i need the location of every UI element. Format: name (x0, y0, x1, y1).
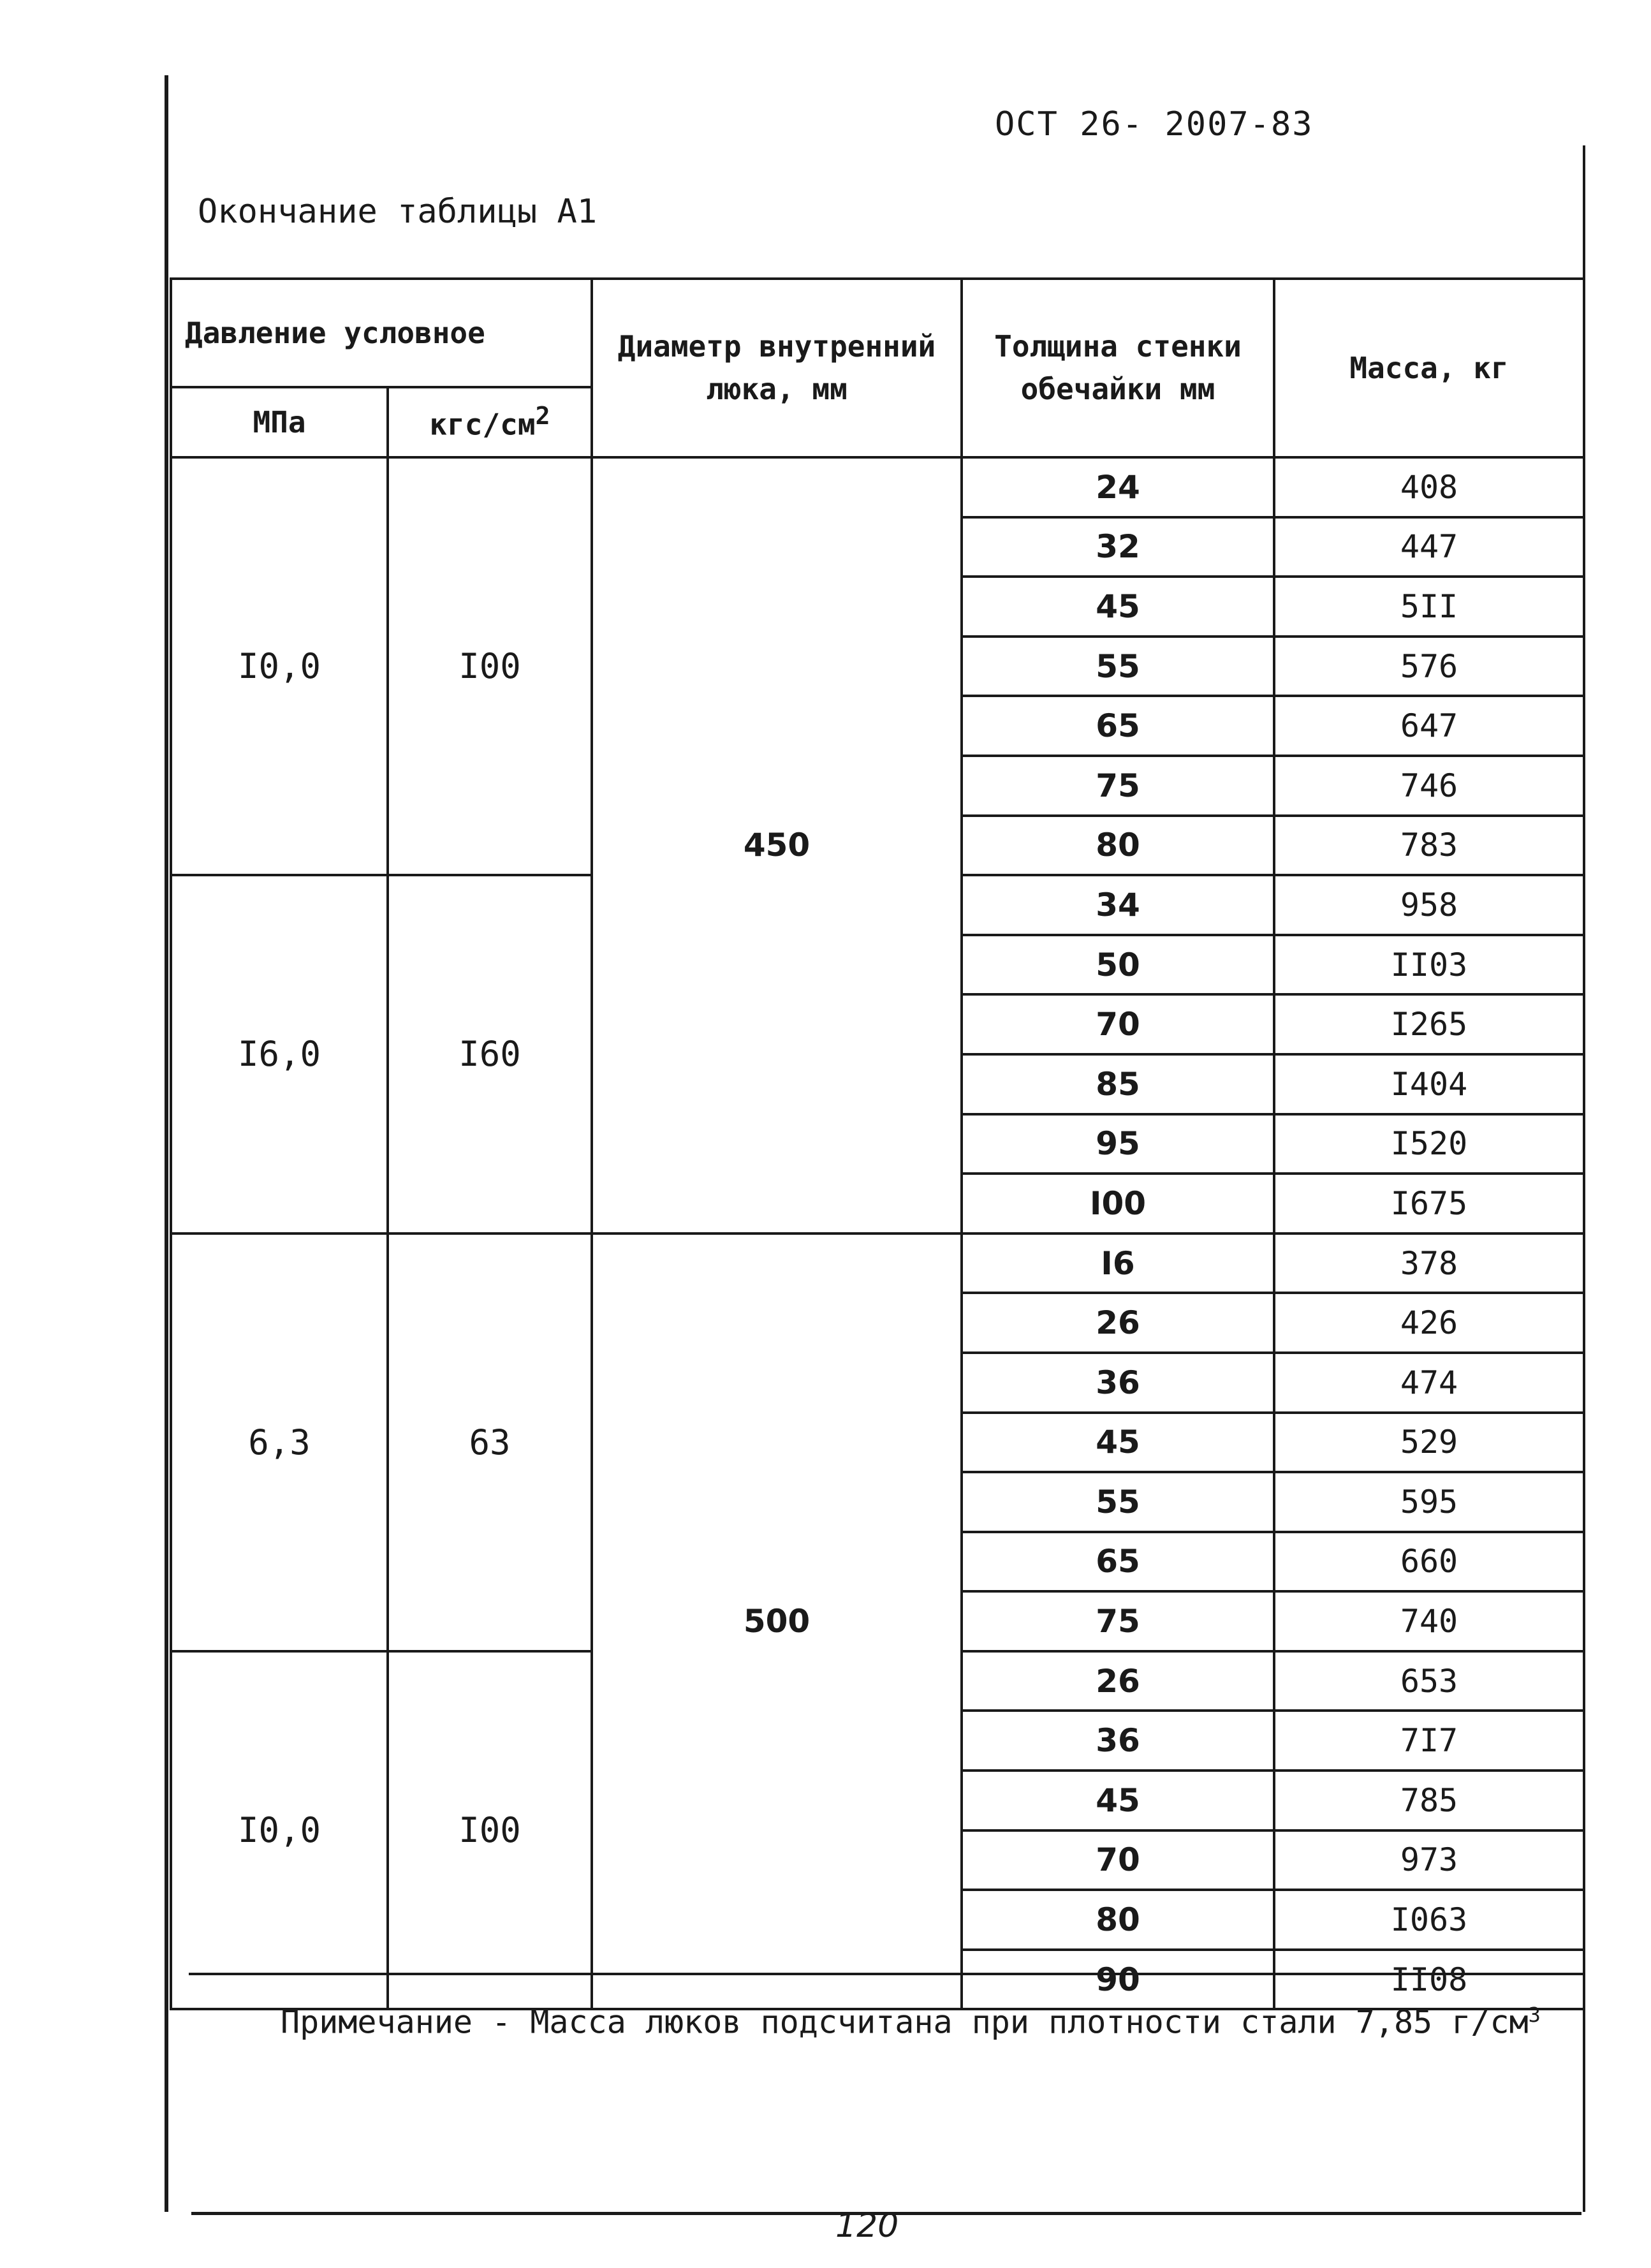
mass-cell: 746 (1274, 756, 1584, 816)
header-thickness: Толщина стенки обечайки мм (962, 279, 1274, 457)
pressure-kgf-cell: I00 (388, 1651, 592, 2010)
mass-cell: 576 (1274, 637, 1584, 696)
diameter-cell: 450 (592, 457, 962, 1233)
mass-cell: 785 (1274, 1771, 1584, 1830)
mass-cell: 595 (1274, 1472, 1584, 1532)
thickness-cell: 65 (962, 696, 1274, 756)
pressure-kgf-cell: I00 (388, 457, 592, 875)
pressure-kgf-cell: I60 (388, 875, 592, 1233)
note-text: Примечание - Масса люков подсчитана при плотности стали 7,85 г/см (281, 2003, 1529, 2041)
mass-cell: 647 (1274, 696, 1584, 756)
header-kgf-unit: кгс/см (429, 407, 536, 442)
mass-table (170, 277, 1585, 2010)
mass-cell: 5II (1274, 577, 1584, 637)
header-kgf (388, 387, 592, 457)
header-mass: Масса, кг (1274, 279, 1584, 457)
thickness-cell: 80 (962, 1890, 1274, 1950)
pressure-mpa-cell: I6,0 (171, 875, 388, 1233)
thickness-cell: 70 (962, 1830, 1274, 1890)
header-diameter: Диаметр внутренний люка, мм (592, 279, 962, 457)
header-mpa: МПа (171, 387, 388, 457)
thickness-cell: 95 (962, 1114, 1274, 1174)
mass-cell: 408 (1274, 457, 1584, 517)
page-number: 120 (835, 2207, 899, 2245)
table-note (281, 2003, 1541, 2041)
mass-cell: 474 (1274, 1353, 1584, 1413)
mass-cell: II03 (1274, 935, 1584, 995)
mass-cell: 529 (1274, 1413, 1584, 1473)
mass-cell: 783 (1274, 816, 1584, 876)
mass-cell: 740 (1274, 1591, 1584, 1651)
thickness-cell: 80 (962, 816, 1274, 876)
thickness-cell: 24 (962, 457, 1274, 517)
thickness-cell: 36 (962, 1353, 1274, 1413)
mass-cell: I063 (1274, 1890, 1584, 1950)
note-exp: 3 (1528, 2003, 1541, 2027)
thickness-cell: I00 (962, 1174, 1274, 1233)
thickness-cell: 70 (962, 994, 1274, 1054)
mass-cell: 447 (1274, 517, 1584, 577)
thickness-cell: 65 (962, 1532, 1274, 1592)
pressure-mpa-cell: I0,0 (171, 457, 388, 875)
document-code: ОСТ 26- 2007-83 (995, 105, 1314, 144)
mass-cell: 426 (1274, 1293, 1584, 1353)
mass-cell: 378 (1274, 1233, 1584, 1293)
thickness-cell: 45 (962, 1771, 1274, 1830)
thickness-cell: 55 (962, 637, 1274, 696)
table-caption: Окончание таблицы А1 (198, 193, 598, 231)
pressure-mpa-cell: I0,0 (171, 1651, 388, 2010)
mass-cell: 958 (1274, 875, 1584, 935)
mass-cell: I675 (1274, 1174, 1584, 1233)
table-row (171, 457, 1584, 517)
table-row (171, 1233, 1584, 1293)
mass-cell: II08 (1274, 1950, 1584, 2010)
thickness-cell: 75 (962, 1591, 1274, 1651)
diameter-cell: 500 (592, 1233, 962, 2010)
mass-cell: 7I7 (1274, 1711, 1584, 1771)
thickness-cell: I6 (962, 1233, 1274, 1293)
pressure-kgf-cell: 63 (388, 1233, 592, 1651)
mass-cell: 653 (1274, 1651, 1584, 1711)
pressure-mpa-cell: 6,3 (171, 1233, 388, 1651)
thickness-cell: 85 (962, 1054, 1274, 1114)
thickness-cell: 50 (962, 935, 1274, 995)
thickness-cell: 26 (962, 1293, 1274, 1353)
page-frame-left (165, 75, 168, 2212)
mass-cell: I404 (1274, 1054, 1584, 1114)
thickness-cell: 45 (962, 1413, 1274, 1473)
thickness-cell: 90 (962, 1950, 1274, 2010)
mass-cell: 973 (1274, 1830, 1584, 1890)
thickness-cell: 34 (962, 875, 1274, 935)
mass-cell: I265 (1274, 994, 1584, 1054)
mass-cell: I520 (1274, 1114, 1584, 1174)
thickness-cell: 36 (962, 1711, 1274, 1771)
thickness-cell: 55 (962, 1472, 1274, 1532)
thickness-cell: 75 (962, 756, 1274, 816)
header-kgf-exp: 2 (535, 401, 550, 431)
mass-cell: 660 (1274, 1532, 1584, 1592)
thickness-cell: 45 (962, 577, 1274, 637)
thickness-cell: 26 (962, 1651, 1274, 1711)
header-pressure-group: Давление условное (171, 279, 592, 387)
thickness-cell: 32 (962, 517, 1274, 577)
